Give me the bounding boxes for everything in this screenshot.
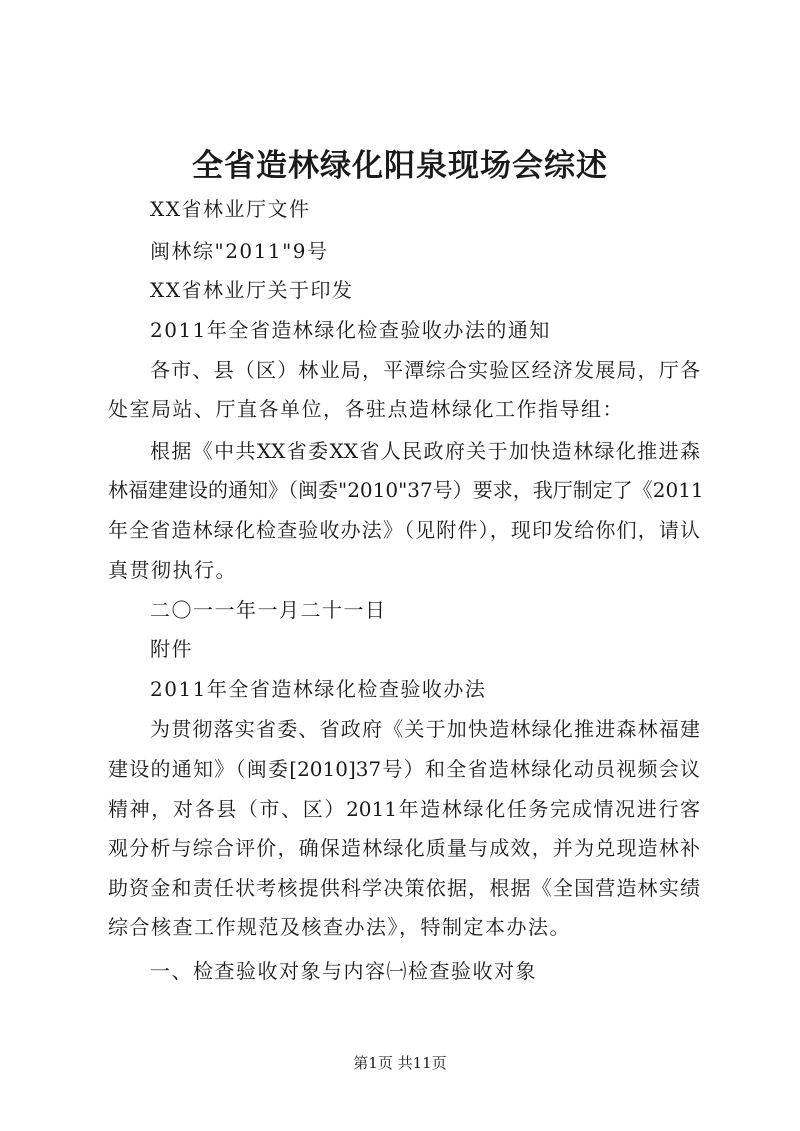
text-line: 处室局站、厅直各单位，各驻点造林绿化工作指导组： <box>108 397 624 421</box>
text-line: 2011年全省造林绿化检查验收办法的通知 <box>150 318 551 342</box>
text-line: 附件 <box>150 637 193 661</box>
text-line: 年全省造林绿化检查验收办法》（见附件），现印发给你们，请认 <box>108 518 700 542</box>
text-line: 2011年全省造林绿化检查验收办法 <box>150 677 487 701</box>
text-line: 根据《中共XX省委XX省人民政府关于加快造林绿化推进森 <box>150 439 700 463</box>
text-line: 建设的通知》（闽委[2010]37号）和全省造林绿化动员视频会议 <box>108 757 700 781</box>
text-line: 林福建建设的通知》（闽委"2010"37号）要求，我厅制定了《2011 <box>108 478 704 502</box>
text-line: 闽林综"2011"9号 <box>150 239 329 263</box>
text-line: 精神，对各县（市、区）2011年造林绿化任务完成情况进行客 <box>108 797 700 821</box>
text-line: 为贯彻落实省委、省政府《关于加快造林绿化推进森林福建 <box>150 717 700 741</box>
text-line: 助资金和责任状考核提供科学决策依据，根据《全国营造林实绩 <box>108 876 700 900</box>
text-line: XX省林业厅文件 <box>150 197 311 221</box>
document-title: 全省造林绿化阳泉现场会综述 <box>192 148 608 184</box>
text-line: XX省林业厅关于印发 <box>150 278 354 302</box>
text-line: 二〇一一年一月二十一日 <box>150 598 387 622</box>
text-line: 观分析与综合评价，确保造林绿化质量与成效，并为兑现造林补 <box>108 836 700 860</box>
text-line: 真贯彻执行。 <box>108 558 237 582</box>
text-line: 综合核查工作规范及核查办法》，特制定本办法。 <box>108 915 571 939</box>
text-line: 各市、县（区）林业局，平潭综合实验区经济发展局，厅各 <box>150 358 700 382</box>
section-heading: 一、检查验收对象与内容㈠检查验收对象 <box>150 959 537 983</box>
page-number: 第1页 共11页 <box>353 1054 447 1072</box>
